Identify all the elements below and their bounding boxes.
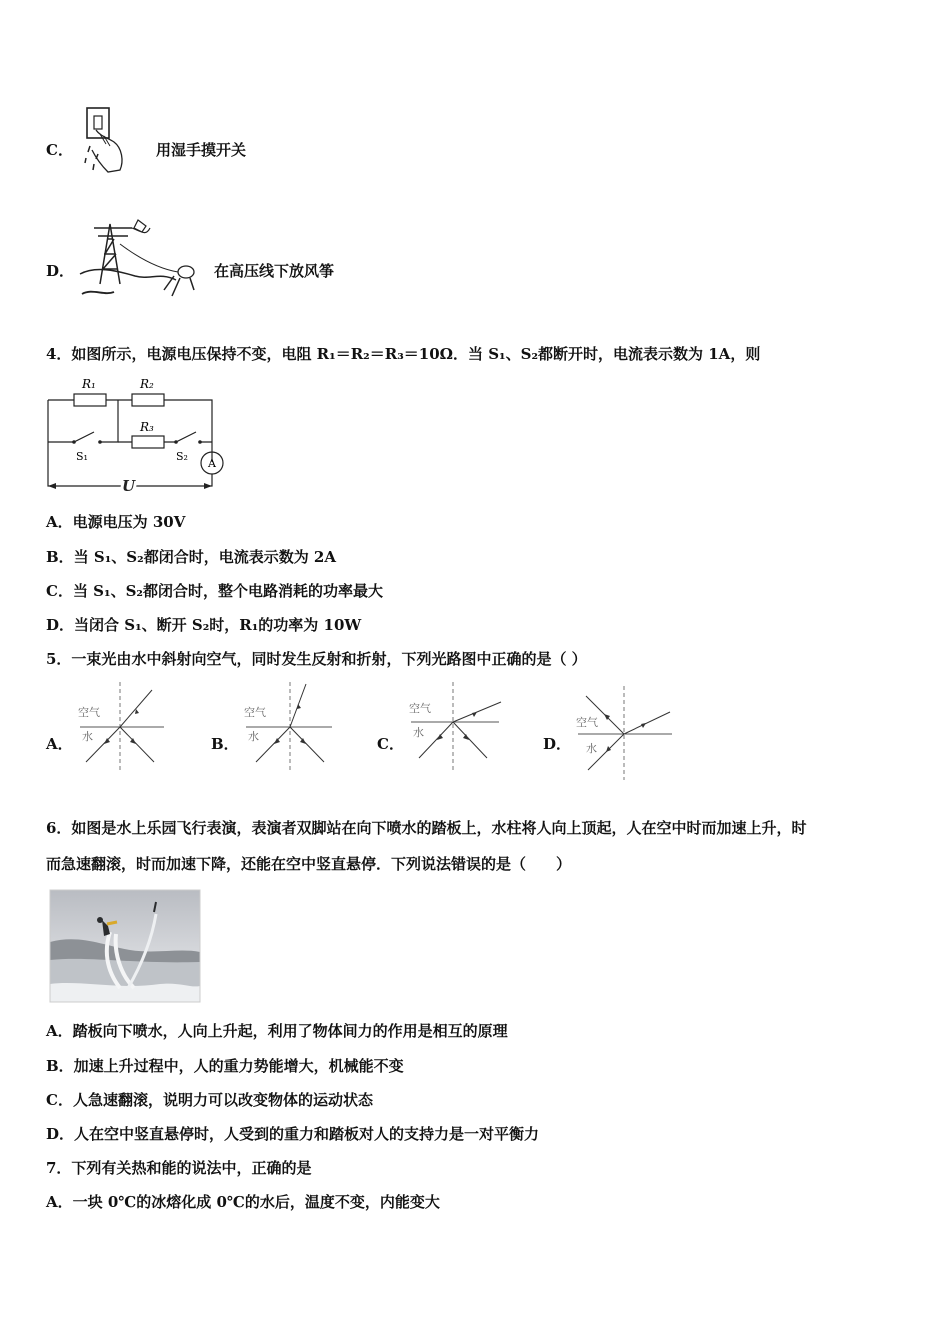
q4-option-d: D．当闭合 S₁、断开 S₂时，R₁的功率为 10W — [46, 616, 362, 634]
q5-label-b: B． — [211, 735, 239, 753]
label-r3: R₃ — [140, 420, 154, 434]
water-label: 水 — [413, 726, 424, 739]
q4-option-c: C．当 S₁、S₂都闭合时，整个电路消耗的功率最大 — [46, 582, 383, 600]
q6-option-b: B．加速上升过程中，人的重力势能增大，机械能不变 — [46, 1057, 404, 1075]
q6-option-a: A．踏板向下喷水，人向上升起，利用了物体间力的作用是相互的原理 — [46, 1022, 508, 1040]
q4-stem: 4．如图所示，电源电压保持不变，电阻 R₁＝R₂＝R₃＝10Ω．当 S₁、S₂都断开时，电流表示数为 1A，则 — [46, 345, 761, 363]
q6-stem-line1: 6．如图是水上乐园飞行表演，表演者双脚站在向下喷水的踏板上，水柱将人向上顶起，人在空中时而加速上升，时 — [46, 819, 807, 837]
q7-option-a: A．一块 0℃的冰熔化成 0℃的水后，温度不变，内能变大 — [46, 1193, 440, 1211]
light-path-diagram-d — [574, 686, 674, 782]
q4-option-a: A．电源电压为 30V — [46, 513, 186, 531]
light-path-diagram-c — [407, 682, 503, 774]
label-u: U — [122, 477, 136, 495]
label-r2: R₂ — [140, 377, 154, 391]
label-ammeter: A — [208, 457, 216, 470]
resistor-r2 — [132, 394, 164, 406]
water-label: 水 — [248, 730, 259, 743]
q5-label-c: C． — [377, 735, 404, 753]
q6-option-d: D．人在空中竖直悬停时，人受到的重力和踏板对人的支持力是一对平衡力 — [46, 1125, 540, 1143]
light-path-diagram-a — [76, 682, 168, 774]
option-c-text: 用湿手摸开关 — [156, 141, 247, 159]
option-d-label: D． — [46, 262, 75, 280]
option-c-label: C． — [46, 141, 73, 159]
q5-label-a: A． — [46, 735, 73, 753]
q4-option-b: B．当 S₁、S₂都闭合时，电流表示数为 2A — [46, 548, 337, 566]
water-label: 水 — [586, 742, 597, 755]
option-d-text: 在高压线下放风筝 — [214, 262, 335, 280]
label-s1: S₁ — [76, 450, 88, 463]
circuit-diagram — [44, 374, 236, 496]
flyboard-photo — [50, 890, 200, 1002]
q5-stem: 5．一束光由水中斜射向空气，同时发生反射和折射，下列光路图中正确的是（ ） — [46, 650, 587, 668]
q6-option-c: C．人急速翻滚，说明力可以改变物体的运动状态 — [46, 1091, 373, 1109]
air-label: 空气 — [78, 706, 100, 719]
light-path-diagram-b — [242, 682, 334, 774]
q5-label-d: D． — [543, 735, 572, 753]
water-label: 水 — [82, 730, 93, 743]
label-r1: R₁ — [82, 377, 96, 391]
air-label: 空气 — [244, 706, 266, 719]
label-s2: S₂ — [176, 450, 188, 463]
air-label: 空气 — [409, 702, 431, 715]
air-label: 空气 — [576, 716, 598, 729]
resistor-r1 — [74, 394, 106, 406]
resistor-r3 — [132, 436, 164, 448]
kite-under-powerline-illustration — [80, 214, 212, 304]
q6-stem-line2: 而急速翻滚，时而加速下降，还能在空中竖直悬停．下列说法错误的是（ ） — [46, 855, 572, 873]
wet-hand-switch-illustration — [82, 106, 126, 178]
q7-stem: 7．下列有关热和能的说法中，正确的是 — [46, 1159, 312, 1177]
